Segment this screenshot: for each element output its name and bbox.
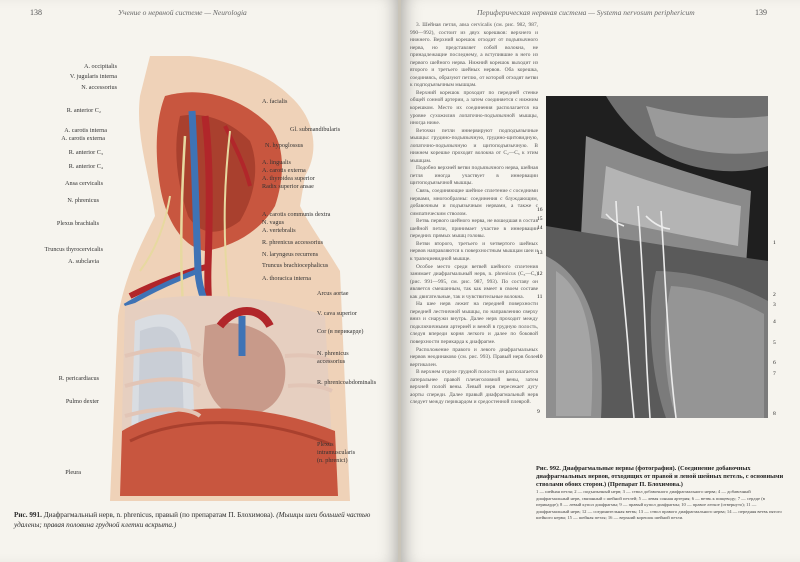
photo-number-right: 7 bbox=[773, 371, 776, 377]
figure-991-text: Диафрагмальный нерв, n. phrenicus, правый (по препаратам П. Блохимова). bbox=[43, 511, 275, 519]
paragraph: Ветвь первого шейного нерва, не вошедшая в состав шейной петли, принимает участие в иннервации передних прямых мышц головы. bbox=[410, 218, 538, 240]
photo-number-right: 1 bbox=[773, 240, 776, 246]
photo-number-right: 3 bbox=[773, 302, 776, 308]
label-left-7: R. anterior C₄ bbox=[68, 163, 103, 170]
label-right-10: R. phrenicus accessorius bbox=[262, 239, 323, 246]
label-left-8: Ansa cervicalis bbox=[65, 180, 103, 187]
figure-992-title: Диафрагмальные нервы (фотография). (Соединение добавочных диафрагмальных нервов, отходящих от правой и левой шейных петель, с основными стволами обоих сторон.) (Препарат П. Блохимова.) bbox=[536, 465, 784, 489]
left-running-head: Учение о нервной системе — Neurologia bbox=[118, 8, 247, 17]
label-right-7: A. carotis communis dextra bbox=[262, 211, 331, 218]
label-left-4: A. carotis interna bbox=[64, 127, 107, 134]
right-page-number: 139 bbox=[755, 8, 767, 17]
photo-number-left: 15 bbox=[537, 216, 543, 222]
label-left-13: R. pericardiacus bbox=[58, 375, 99, 382]
anatomy-illustration bbox=[110, 56, 350, 501]
label-right-3: A. lingualis bbox=[262, 159, 291, 166]
label-right-21: intramuscularis bbox=[317, 449, 356, 456]
figure-991-number: Рис. 991. bbox=[14, 511, 42, 519]
label-left-14: Pulmo dexter bbox=[65, 398, 99, 405]
label-left-15: Pleura bbox=[65, 469, 81, 476]
label-left-1: V. jugularis interna bbox=[69, 73, 117, 80]
figure-992-number: Рис. 992. bbox=[536, 465, 561, 472]
label-left-9: N. phrenicus bbox=[67, 197, 99, 204]
photo-number-left: 13 bbox=[537, 250, 543, 256]
label-right-11: N. laryngeus recurrens bbox=[262, 251, 319, 258]
photo-number-right: 6 bbox=[773, 360, 776, 366]
body-text-column bbox=[410, 22, 538, 407]
left-page-number: 138 bbox=[30, 8, 42, 17]
label-left-3: R. anterior C₂ bbox=[66, 107, 101, 114]
label-left-12: A. subclavia bbox=[68, 258, 99, 265]
label-right-20: Plexus bbox=[317, 441, 334, 448]
figure-991-note: (Мышцы шеи большей частью удалены; правая половина грудной клетки вскрыта.) bbox=[14, 511, 371, 529]
photo-number-right: 2 bbox=[773, 292, 776, 298]
label-right-8: N. vagus bbox=[262, 219, 284, 226]
photo-number-left: 14 bbox=[537, 225, 543, 231]
paragraph: Веточки петли иннервируют подподъязычные мышцы: грудино-подъязычную, грудино-щитовидную, лопаточно-подъязычную и щитоподъязычную. В нижнем корешке проходят волокна от C₂—C₃ к этим мышцам. bbox=[410, 127, 538, 164]
label-left-2: N. accessorius bbox=[81, 84, 117, 91]
label-right-15: V. cava superior bbox=[317, 310, 357, 317]
left-page bbox=[0, 0, 399, 562]
label-right-4: A. carotis externa bbox=[262, 167, 306, 174]
figure-992-legend: 1 — шейная петля; 2 — подъязычный нерв; 3 — ствол добавочного диафрагмального нерва; 4 — добавочный диафрагмальный нерв, связанный с шейной петлей; 5 — левая сонная артерия; 6 — ветвь к пищеводу; 7 — сердце (в перикарде); 8 — левый купол диафрагмы; 9 — правый купол диафрагмы; 10 — правое легкое (отвернуто); 11 — диафрагмальный нерв; 12 — соединительная ветвь; 13 — ствол правого диафрагмального нерва; 14 — передняя ветвь пятого шейного нерва; 15 — шейная петля; 16 — верхний корешок шейной петли. bbox=[536, 489, 782, 521]
label-right-18: accessorius bbox=[317, 358, 346, 365]
paragraph: Расположение правого и левого диафрагмальных нервов неодинаково (см. рис. 993). Правый нерв более вертикален. bbox=[410, 346, 538, 368]
label-left-11: Truncus thyrocervicalis bbox=[44, 246, 103, 253]
paragraph: Ветви второго, третьего и четвертого шейных нервов направляются к поверхностным мышцам шеи и к трапециевидной мышце. bbox=[410, 240, 538, 262]
photo-number-right: 8 bbox=[773, 411, 776, 417]
figure-991-caption bbox=[14, 511, 384, 530]
label-right-22: (n. phrenici) bbox=[317, 457, 348, 464]
photo-number-left: 10 bbox=[537, 354, 543, 360]
label-right-14: Arcus aortae bbox=[317, 290, 349, 297]
photo-number-left: 16 bbox=[537, 207, 543, 213]
photo-number-right: 5 bbox=[773, 340, 776, 346]
label-right-0: A. facialis bbox=[262, 98, 288, 105]
label-right-2: N. hypoglossus bbox=[265, 142, 304, 149]
label-left-0: A. occipitalis bbox=[84, 63, 117, 70]
label-right-12: Truncus brachiocephalicus bbox=[262, 262, 329, 269]
photo-number-left: 11 bbox=[537, 294, 543, 300]
label-right-13: A. thoracica interna bbox=[262, 275, 311, 282]
label-right-5: A. thyroidea superior bbox=[262, 175, 315, 182]
label-right-19: R. phrenicoabdominalis bbox=[317, 379, 377, 386]
label-right-16: Cor (в перикарде) bbox=[317, 328, 364, 335]
paragraph: Верхний корешок проходит по передней стенке общей сонной артерии, а затем соединяется с нижним корешком. Место их соединения располагается на уровне сухожилия лопаточно-подъязычной мышцы, иногда ниже. bbox=[410, 89, 538, 127]
label-right-6: Radix superior ansae bbox=[262, 183, 314, 190]
photo-number-right: 4 bbox=[773, 319, 776, 325]
paragraph: Подобно верхней ветви подъязычного нерва, шейная петля иногда участвует в иннервации щитоподъязычной мышцы. bbox=[410, 165, 538, 187]
paragraph: В верхнем отделе грудной полости он располагается латеральнее правой плечеголовной вены, затем верхней полой вены. Левый нерв пересекает дугу аорты спереди. Далее правый диафрагмальный нерв следует между перикардом и средостенной плеврой. bbox=[410, 369, 538, 406]
photo-number-left: 9 bbox=[537, 409, 540, 415]
paragraph: 3. Шейная петля, ansa cervicalis (см. рис. 982, 987, 990—992), состоит из двух корешков: верхнего и нижнего. Верхний корешок отходит от подъязычного нерва, но представляет собой волокна, не принадлежащие последнему, а вступившие в него из первого шейного нерва. Нижний корешок выходит из второго и третьего шейных нервов. Оба корешка, соединяясь, образуют петлю, от которой отходят ветви к подподъязычным мышцам. bbox=[410, 22, 538, 89]
dissection-photograph bbox=[546, 96, 768, 418]
label-left-5: A. carotis externa bbox=[61, 135, 105, 142]
paragraph: На шее нерв лежит на передней поверхности передней лестничной мышцы, по направлению сверху вниз и снаружи внутрь. Далее нерв проходит между подключичными артерией и веной в грудную полость, следуя впереди корня легкого и далее по боковой поверхности перикарда к диафрагме. bbox=[410, 301, 538, 345]
paragraph: Особое место среди ветвей шейного сплетения занимает диафрагмальный нерв, n. phrenicus (C₃—C₅) (рис. 991—995, см. рис. 987, 993). По составу он является смешанным, так как имеет в своем составе как двигательные, так и чувствительные волокна. bbox=[410, 263, 538, 300]
label-right-9: A. vertebralis bbox=[262, 227, 296, 234]
label-right-1: Gl. submandibularis bbox=[290, 126, 341, 133]
label-left-10: Plexus brachialis bbox=[56, 220, 99, 227]
label-right-17: N. phrenicus bbox=[317, 350, 349, 357]
paragraph: Связь, соединяющие шейное сплетение с соседними нервами, многообразны: соединения с блуждающим, добавочным и подъязычным нервами, а также с симпатическим стволом. bbox=[410, 188, 538, 217]
photo-number-left: 12 bbox=[537, 271, 543, 277]
label-left-6: R. anterior C₃ bbox=[68, 149, 103, 156]
right-running-head: Периферическая нервная система — Systema nervosum periphericum bbox=[477, 8, 695, 17]
figure-992-caption bbox=[536, 465, 784, 490]
